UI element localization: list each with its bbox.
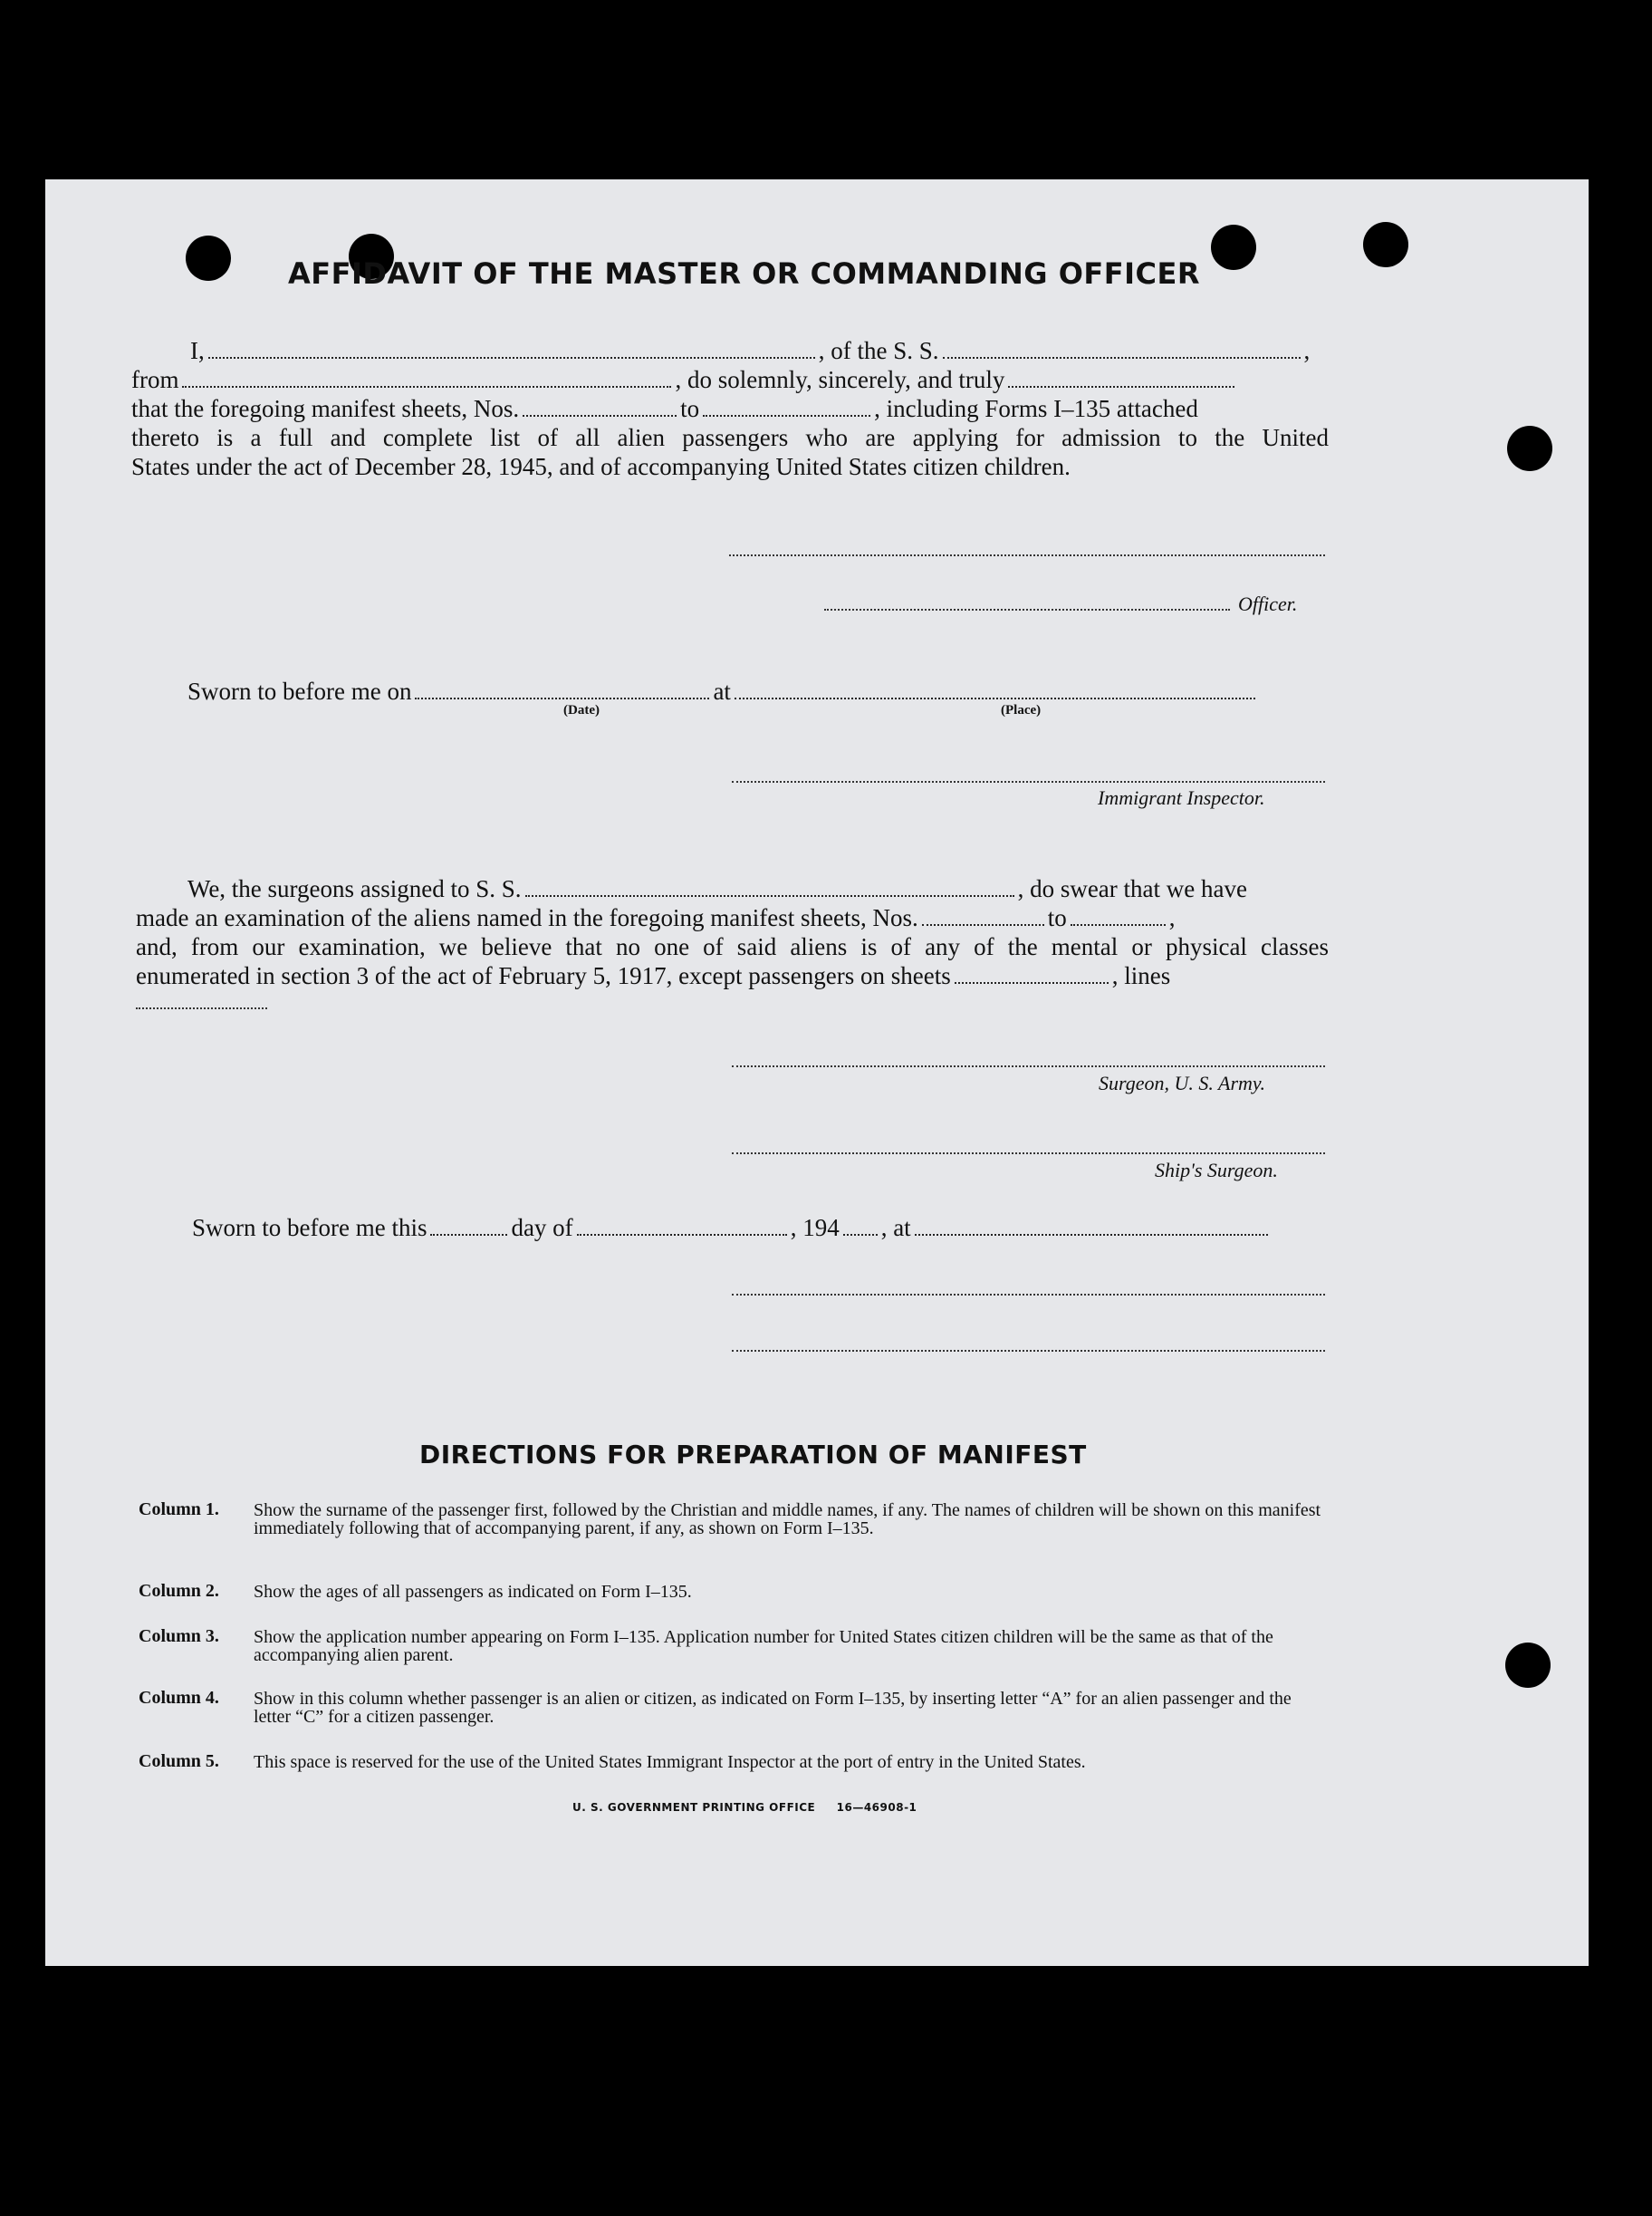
direction-label: Column 1. [139,1499,219,1519]
affidavit-line-1: I, , of the S. S. , [190,337,1311,364]
affidavit-line-4: thereto is a full and complete list of all alien passengers who are applying for admission to the United [131,424,1329,451]
place-caption: (Place) [1001,703,1042,718]
affidavit-line-5: States under the act of December 28, 1945, and of accompanying United States citizen children. [131,453,1071,480]
affidavit-line-3: that the foregoing manifest sheets, Nos. to , including Forms I–135 attached [131,395,1198,422]
army-surgeon-signature-line [732,1065,1325,1067]
sworn-date-place-line: Sworn to before me on at [187,678,1259,706]
inspector-label: Immigrant Inspector. [1098,786,1265,809]
direction-text: This space is reserved for the use of the United States Immigrant Inspector at the port of entry in the United States. [254,1752,1086,1772]
direction-text: Show the surname of the passenger first, followed by the Christian and middle names, if any. The names of children will be shown on this manifest immediately following that of accompanying parent, if any, as shown on Form I–135. [254,1500,1321,1538]
officer-label: Officer. [1238,593,1298,615]
punch-hole [1507,426,1552,471]
punch-hole [1363,222,1408,267]
surgeons-line-3: and, from our examination, we believe that no one of said aliens is of any of the mental or physical classes [136,933,1329,960]
surgeons-line-1: We, the surgeons assigned to S. S. , do swear that we have [187,875,1247,902]
direction-label: Column 3. [139,1626,219,1646]
date-caption: (Date) [563,703,600,718]
surgeons-line-4: enumerated in section 3 of the act of February 5, 1917, except passengers on sheets , lines [136,962,1171,989]
army-surgeon-label: Surgeon, U. S. Army. [1099,1072,1265,1094]
ship-surgeon-label: Ship's Surgeon. [1155,1159,1278,1181]
printer-imprint: U. S. GOVERNMENT PRINTING OFFICE 16—46908-1 [572,1801,917,1814]
inspector-signature-line [732,781,1325,783]
sworn-day-line: Sworn to before me this day of , 194 , at [192,1214,1272,1242]
direction-text: Show the application number appearing on Form I–135. Application number for United States citizen children will be the same as that of the accompanying alien parent. [254,1627,1273,1665]
sworn-signature-line-1 [732,1294,1325,1296]
affidavit-title: AFFIDAVIT OF THE MASTER OR COMMANDING OFFICER [288,256,1200,291]
affidavit-line-2: from , do solemnly, sincerely, and truly [131,366,1238,394]
officer-signature-line [729,554,1325,556]
punch-hole [1505,1643,1551,1688]
officer-title-line [824,609,1230,611]
direction-label: Column 2. [139,1581,219,1601]
punch-hole [186,236,231,281]
sworn-signature-line-2 [732,1350,1325,1352]
direction-text: Show the ages of all passengers as indicated on Form I–135. [254,1582,692,1602]
punch-hole [1211,225,1256,270]
lines-blank [136,1007,267,1009]
direction-label: Column 5. [139,1751,219,1771]
direction-label: Column 4. [139,1688,219,1708]
surgeons-line-2: made an examination of the aliens named in the foregoing manifest sheets, Nos. to , [136,904,1176,931]
ship-surgeon-signature-line [732,1152,1325,1154]
direction-text: Show in this column whether passenger is an alien or citizen, as indicated on Form I–135, by inserting letter “A” for an alien passenger and the letter “C” for a citizen passenger. [254,1689,1292,1727]
directions-title: DIRECTIONS FOR PREPARATION OF MANIFEST [419,1440,1087,1469]
